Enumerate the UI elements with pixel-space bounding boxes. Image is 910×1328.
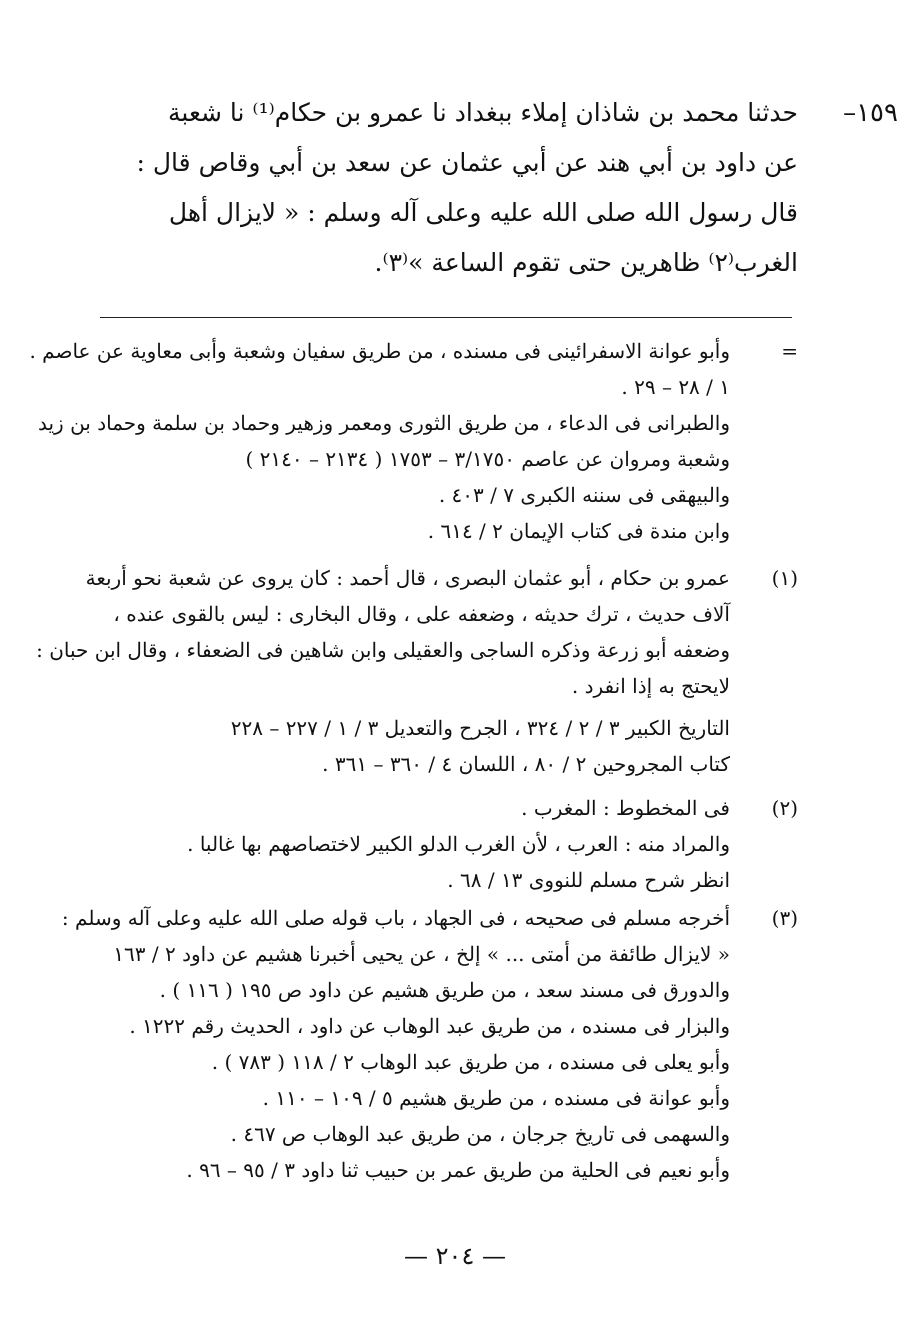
footnote-line: والدورق فى مسند سعد ، من طريق هشيم عن داود ص ١٩٥ ( ١١٦ ) .	[159, 978, 730, 1002]
footnote-separator	[100, 317, 792, 318]
hadith-number: ١٥٩–	[843, 98, 898, 128]
hadith-line: الغرب⁽٢⁾ ظاهرين حتى تقوم الساعة »⁽٣⁾.	[374, 248, 798, 277]
footnote-line: وابن مندة فى كتاب الإيمان ٢ / ٦١٤ .	[427, 519, 730, 543]
page-number: — ٢٠٤ —	[404, 1242, 506, 1270]
footnote-line: انظر شرح مسلم للنووى ١٣ / ٦٨ .	[447, 868, 730, 892]
footnote-line: وأبو عوانة فى مسنده ، من طريق هشيم ٥ / ١٠٩ – ١١٠ .	[262, 1086, 730, 1110]
footnote-line: التاريخ الكبير ٣ / ٢ / ٣٢٤ ، الجرح والتعديل ٣ / ١ / ٢٢٧ – ٢٢٨	[230, 716, 730, 740]
footnote-line: وضعفه أبو زرعة وذكره الساجى والعقيلى وابن شاهين فى الضعفاء ، وقال ابن حبان :	[36, 638, 730, 662]
hadith-line: قال رسول الله صلى الله عليه وعلى آله وسلم : « لايزال أهل	[168, 198, 798, 227]
footnote-line: والسهمى فى تاريخ جرجان ، من طريق عبد الوهاب ص ٤٦٧ .	[230, 1122, 730, 1146]
footnote-line: أخرجه مسلم فى صحيحه ، فى الجهاد ، باب قوله صلى الله عليه وعلى آله وسلم :	[61, 906, 730, 930]
footnote-line: والطبرانى فى الدعاء ، من طريق الثورى ومعمر وزهير وحماد بن سلمة وحماد بن زيد	[37, 411, 730, 435]
footnote-marker: (٣)	[771, 906, 798, 930]
footnote-line: آلاف حديث ، ترك حديثه ، وضعفه على ، وقال البخارى : ليس بالقوى عنده ،	[113, 602, 730, 626]
footnote-line: لايحتج به إذا انفرد .	[571, 674, 730, 698]
footnote-marker: (٢)	[771, 796, 798, 820]
footnote-line: « لايزال طائفة من أمتى ... » إلخ ، عن يحيى أخبرنا هشيم عن داود ٢ / ١٦٣	[113, 942, 730, 966]
footnote-line: فى المخطوط : المغرب .	[521, 796, 730, 820]
footnote-line: كتاب المجروحين ٢ / ٨٠ ، اللسان ٤ / ٣٦٠ – ٣٦١ .	[322, 752, 730, 776]
footnote-line: والمراد منه : العرب ، لأن الغرب الدلو الكبير لاختصاصهم بها غالبا .	[187, 832, 730, 856]
footnote-line: وأبو عوانة الاسفرائينى فى مسنده ، من طريق سفيان وشعبة وأبى معاوية عن عاصم .	[29, 339, 730, 363]
footnote-line: ١ / ٢٨ – ٢٩ .	[621, 375, 730, 399]
footnote-marker: (١)	[771, 566, 798, 590]
hadith-line: حدثنا محمد بن شاذان إملاء ببغداد نا عمرو بن حكام⁽¹⁾ نا شعبة	[168, 98, 798, 127]
footnote-line: وأبو نعيم فى الحلية من طريق عمر بن حبيب ثنا داود ٣ / ٩٥ – ٩٦ .	[186, 1158, 730, 1182]
hadith-block	[98, 88, 898, 288]
footnote-line: وشعبة ومروان عن عاصم ٣/١٧٥٠ – ١٧٥٣ ( ٢١٣٤ – ٢١٤٠ )	[245, 447, 730, 471]
continuation-marker: =	[781, 339, 798, 363]
hadith-line: عن داود بن أبي هند عن أبي عثمان عن سعد بن أبي وقاص قال :	[136, 148, 798, 177]
footnote-line: والبيهقى فى سننه الكبرى ٧ / ٤٠٣ .	[438, 483, 730, 507]
footnote-line: وأبو يعلى فى مسنده ، من طريق عبد الوهاب ٢ / ١١٨ ( ٧٨٣ ) .	[211, 1050, 730, 1074]
footnote-line: والبزار فى مسنده ، من طريق عبد الوهاب عن داود ، الحديث رقم ١٢٢٢ .	[129, 1014, 730, 1038]
footnote-line: عمرو بن حكام ، أبو عثمان البصرى ، قال أحمد : كان يروى عن شعبة نحو أربعة	[85, 566, 730, 590]
